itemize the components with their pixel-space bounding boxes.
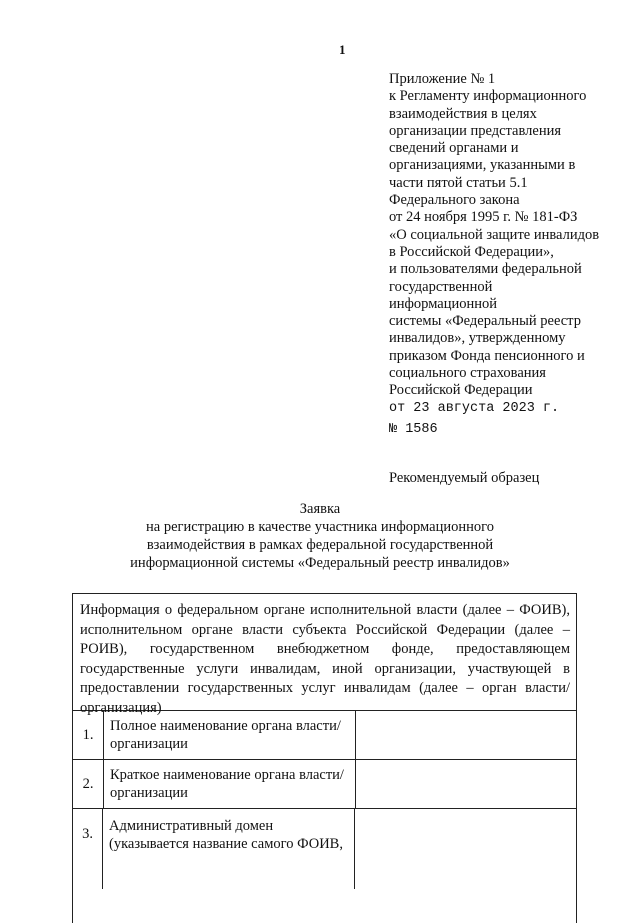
title-line: на регистрацию в качестве участника информационного <box>146 519 494 535</box>
appendix-line: организации представления <box>389 122 562 139</box>
appendix-line: системы «Федеральный реестр <box>389 313 581 330</box>
appendix-line: от 24 ноября 1995 г. № 181-ФЗ <box>389 209 578 226</box>
appendix-line: государственной <box>389 278 493 295</box>
title-line: взаимодействия в рамках федеральной государственной <box>146 537 494 553</box>
appendix-line: Российской Федерации <box>389 382 533 399</box>
appendix-line: организациями, указанными в <box>389 157 576 174</box>
appendix-line: информационной <box>389 295 498 312</box>
appendix-line: Федерального закона <box>389 192 520 209</box>
form-info-header: Информация о федеральном органе исполнительной власти (далее – ФОИВ), исполнительном органе власти субъекта Российской Федерации (далее – РОИВ), государственном внебюджетном фонде, предоставляющем государственные услуги инвалидам, иной организации, участвующей в предоставлении государственных услуг инвалидам (далее – орган власти/организация) <box>73 594 576 711</box>
row-label: Полное наименование органа власти/организации <box>104 711 356 759</box>
short-name-field[interactable] <box>356 760 576 808</box>
order-date: от 23 августа 2023 г. <box>389 400 560 416</box>
row-label: Административный домен (указывается название самого ФОИВ, <box>103 809 355 889</box>
appendix-line: к Регламенту информационного <box>389 88 587 105</box>
table-row <box>73 809 576 889</box>
table-row <box>73 711 576 760</box>
appendix-line: в Российской Федерации», <box>389 243 554 260</box>
page-number: 1 <box>339 42 346 57</box>
appendix-line: взаимодействия в целях <box>389 105 537 122</box>
admin-domain-field[interactable] <box>355 809 576 889</box>
row-number: 2. <box>73 760 104 808</box>
appendix-block <box>389 71 629 438</box>
title-line: информационной системы «Федеральный реестр инвалидов» <box>130 555 510 571</box>
application-form-table <box>72 593 577 923</box>
full-name-field[interactable] <box>356 711 576 759</box>
appendix-line: и пользователями федеральной <box>389 261 582 278</box>
table-row <box>73 760 576 809</box>
title-heading: Заявка <box>299 501 341 517</box>
appendix-line: Приложение № 1 <box>389 71 496 87</box>
appendix-line: приказом Фонда пенсионного и <box>389 347 585 364</box>
appendix-line: инвалидов», утвержденному <box>389 330 566 347</box>
document-title <box>0 500 640 572</box>
order-number: № 1586 <box>389 421 438 437</box>
row-number: 1. <box>73 711 104 759</box>
row-label: Краткое наименование органа власти/организации <box>104 760 356 808</box>
appendix-line: сведений органами и <box>389 140 519 157</box>
appendix-line: части пятой статьи 5.1 <box>389 174 528 191</box>
recommended-sample-label: Рекомендуемый образец <box>389 470 540 486</box>
appendix-line: социального страхования <box>389 365 546 382</box>
appendix-line: «О социальной защите инвалидов <box>389 226 600 243</box>
row-number: 3. <box>73 809 103 889</box>
